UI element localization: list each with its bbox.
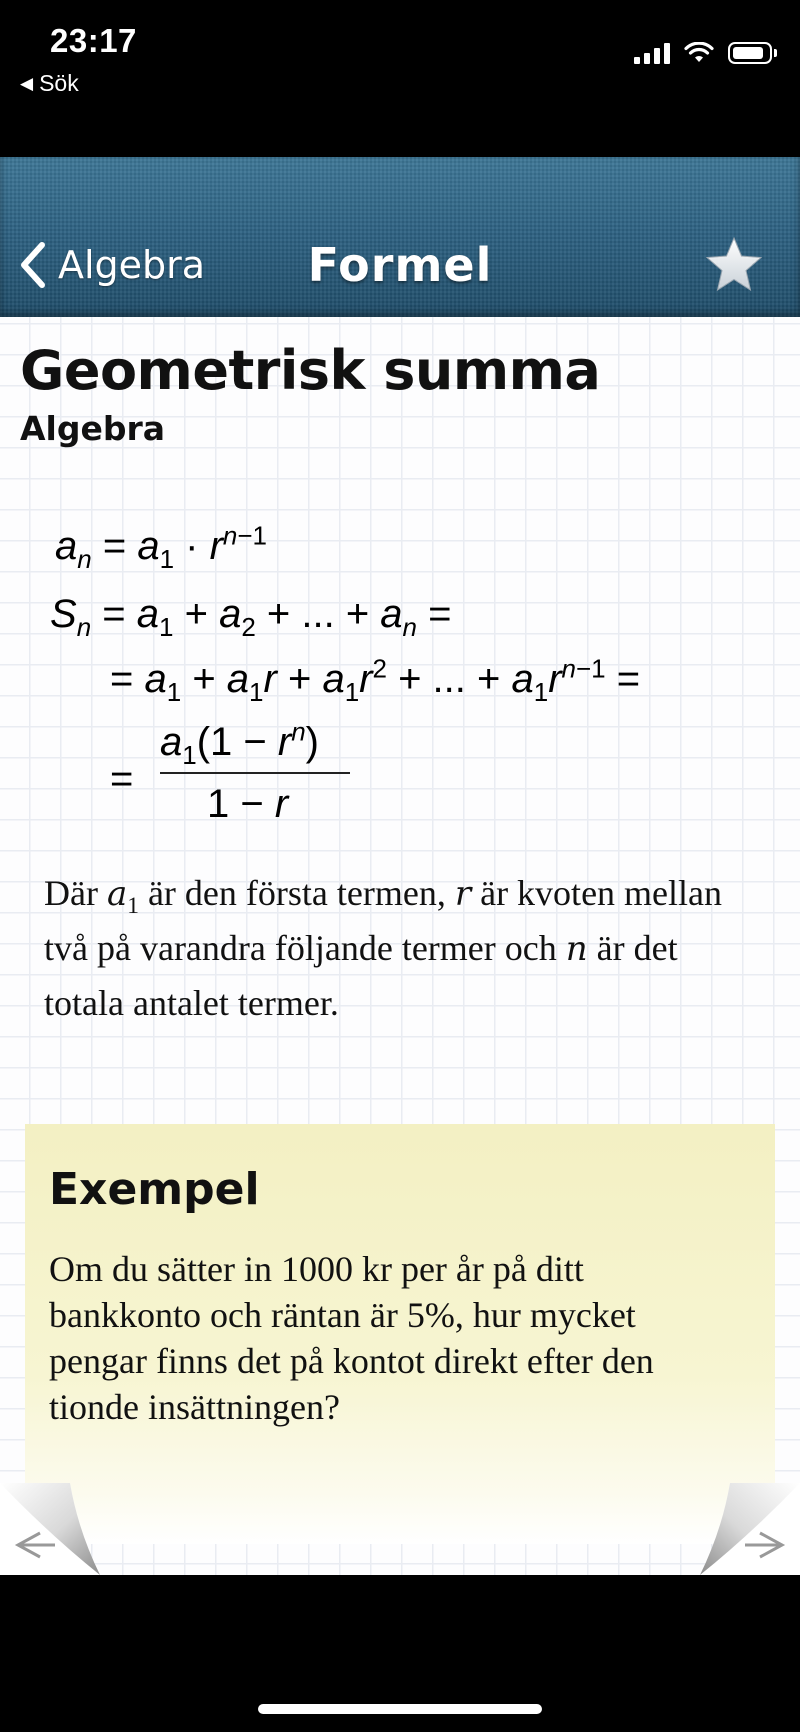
example-title: Exempel bbox=[49, 1164, 260, 1215]
back-to-app-link[interactable] bbox=[20, 70, 79, 97]
back-button-label: Algebra bbox=[58, 243, 206, 287]
wifi-icon bbox=[684, 42, 714, 64]
nav-title: Formel bbox=[307, 238, 493, 292]
example-box bbox=[25, 1124, 775, 1544]
back-triangle-icon: ◀ bbox=[20, 73, 34, 93]
back-to-app-label: Sök bbox=[39, 70, 79, 96]
page-category: Algebra bbox=[20, 409, 166, 448]
formula-page: Geometrisk summa Algebra $a_n = a_1 \cdot r^{n-1}$ $S_n = a_1 + a_2$ + ... + $a_n$ = = $a_1 + a_1r + a_1r^2$ + ... + $a_1r^{n-1}$ = = $a_1(1 - r^n)$ 1 − r Där $a_1$ är den första termen, r är kvoten mellan två på varandra följande termer och n är det totala antalet termer. Exempel Om du sätter in 1000 kr per år på ditt bankkonto och räntan är 5%, hur mycket pengar finns det på kontot direkt efter den tionde insättningen? bbox=[0, 317, 800, 1575]
battery-icon bbox=[728, 42, 772, 64]
arrow-left-icon[interactable] bbox=[0, 1475, 110, 1575]
nav-bar bbox=[0, 157, 800, 317]
example-body: Om du sätter in 1000 kr per år på ditt bankkonto och räntan är 5%, hur mycket pengar finns det på kontot direkt efter den tionde insättningen? bbox=[49, 1249, 654, 1427]
signal-icon bbox=[634, 42, 670, 64]
system-icons bbox=[634, 42, 772, 64]
back-button[interactable] bbox=[18, 235, 205, 295]
formula-description: Där $a_1$ är den första termen, r är kvoten mellan två på varandra följande termer och n är det totala antalet termer. bbox=[44, 873, 723, 1023]
arrow-right-icon[interactable] bbox=[690, 1475, 800, 1575]
status-time: 23:17 bbox=[50, 22, 137, 59]
home-indicator[interactable] bbox=[258, 1704, 542, 1714]
star-icon[interactable] bbox=[704, 235, 764, 295]
page-title: Geometrisk summa bbox=[20, 339, 601, 402]
chevron-left-icon bbox=[18, 241, 48, 289]
status-bar bbox=[0, 0, 800, 157]
